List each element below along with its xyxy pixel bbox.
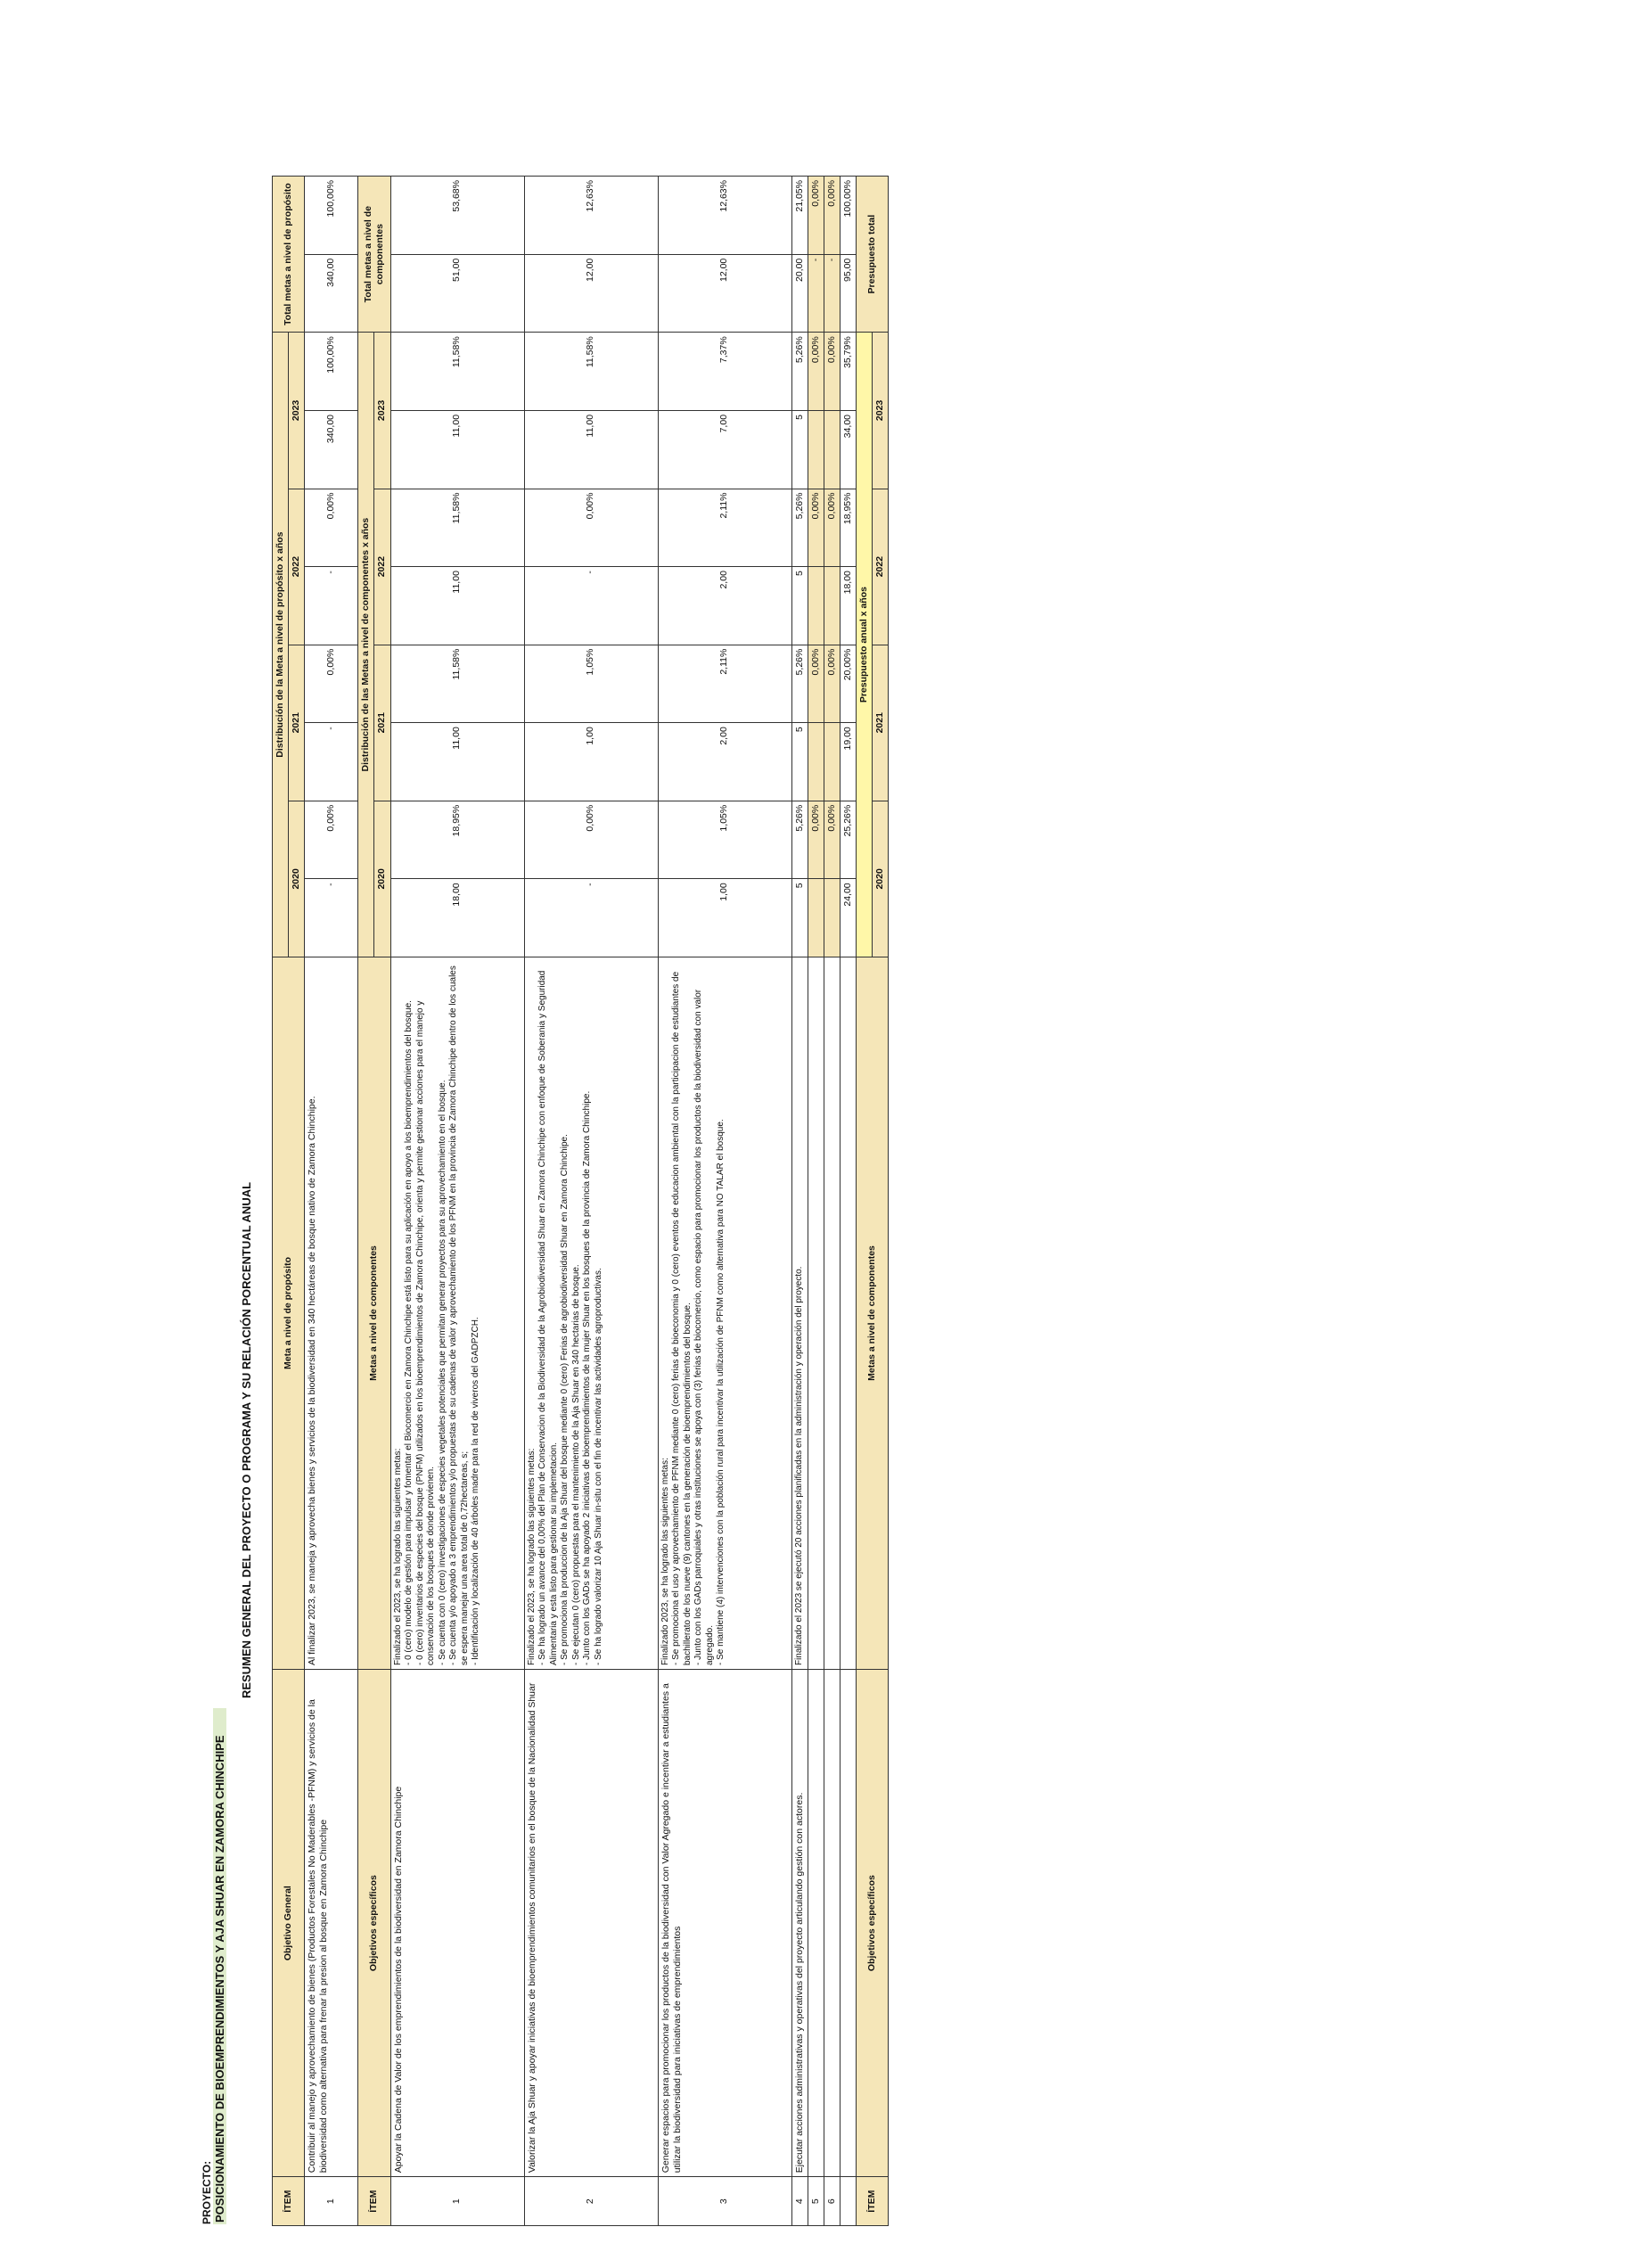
row-total: - xyxy=(808,254,824,333)
row-total: 12,00 xyxy=(658,254,791,333)
t1-col-item: ÍTEM xyxy=(273,2177,305,2226)
row-total-pct: 12,63% xyxy=(658,177,791,255)
row-meta: Finalizado el 2023, se ha logrado las siguientes metas: - 0 (cero) modelo de gestión para impulsar y fomentar el Biocomercio en Zamora Chinchipe está listo para su aplicación en apoyo a los bioemprendimientos del bosque. - 0 (cero) inventarios de especies del bosque (PNFM) utilizados en los bioemprendimientos de Zamora Chinchipe, orienta y permite gestionar acciones para el manejo y conservación de los bosques de donde provienen. - Se cuenta con 0 (cero) investigaciones de especies vegetales potenciales que permitan generar proyectos para su aprovechamiento en el bosque. - Se cuenta y/o apoyado a 3 emprendimientos y/o propuestas de su cadenas de valor y aprovechamiento de los PFNM en la provincia de Zamora Chinchipe dentro de los cuales se espera manejar una area total de 0,72hectareas, s; - Identificación y localización de 40 árboles madre para la red de viveros del GADPZCH. xyxy=(390,957,524,1669)
t1-col-total: Total metas a nivel de propósito xyxy=(273,177,305,333)
row-total-pct: 12,63% xyxy=(524,177,658,255)
footer-presupuesto: Presupuesto anual x años xyxy=(857,333,873,957)
row-p2022: 2,11% xyxy=(658,489,791,567)
row-v2022 xyxy=(824,567,840,645)
row-p2022: 11,58% xyxy=(390,489,524,567)
t1-v2022: - xyxy=(305,567,358,645)
t2-col-total: Total metas a nivel de componentes xyxy=(358,177,390,333)
row-item: 1 xyxy=(390,2177,524,2226)
row-item: 2 xyxy=(524,2177,658,2226)
total-total-pct: 100,00% xyxy=(840,177,856,255)
table-row xyxy=(658,177,791,2226)
row-v2021: 2,00 xyxy=(658,723,791,801)
footer-year-2021: 2021 xyxy=(873,645,889,801)
summary-table xyxy=(272,176,889,2226)
row-p2020: 0,00% xyxy=(824,801,840,879)
footer-year-2022: 2022 xyxy=(873,489,889,645)
row-p2022: 0,00% xyxy=(524,489,658,567)
t2-year-2022: 2022 xyxy=(374,489,390,645)
row-item: 3 xyxy=(658,2177,791,2226)
row-total: 12,00 xyxy=(524,254,658,333)
total-total: 95,00 xyxy=(840,254,856,333)
total-p2022: 18,95% xyxy=(840,489,856,567)
t1-meta: Al finalizar 2023, se maneja y aprovecha bienes y servicios de la biodiversidad en 340 hectáreas de bosque nativo de Zamora Chinchipe. xyxy=(305,957,358,1669)
table-row xyxy=(791,177,808,2226)
t1-p2023: 100,00% xyxy=(305,333,358,411)
row-total-pct: 53,68% xyxy=(390,177,524,255)
row-meta: Finalizado el 2023, se ha logrado las siguientes metas: - Se ha logrado un avance del 0,00% del Plan de Conservacion de la Biodiversidad de la Agrobiodiversidad Shuar en Zamora Chinchipe con enfoque de Soberania y Seguridad Alimentaria y esta listo para gestionar su implemetacion. - Se promociona la produccion de la Aja Shuar del bosque mediante 0 (cero) Ferias de agrobiodiversidad Shuar en Zamora Chinchipe. - Se ejecutan 0 (cero) propuestas para el mantenimiento de la Aja Shuar en 340 hectarias de bosque. - Junto con los GADs se ha apoyado 2 iniciativas de bioemprendimientos de la mujer Shuar en los bosques de la provincia de Zamora Chinchipe. - Se ha logrado valorizar 10 Aja Shuar in-situ con el fin de incentivar las actividades agroproductivas. xyxy=(524,957,658,1669)
row-p2023: 5,26% xyxy=(791,333,808,411)
project-name: POSICIONAMIENTO DE BIOEMPRENDIMIENTOS Y AJA SHUAR EN ZAMORA CHINCHIPE xyxy=(213,1708,226,2224)
row-p2020: 18,95% xyxy=(390,801,524,879)
row-v2020: 1,00 xyxy=(658,879,791,957)
t1-col-dist: Distribución de la Meta a nivel de propósito x años xyxy=(273,333,289,957)
row-p2023: 7,37% xyxy=(658,333,791,411)
row-v2020: 18,00 xyxy=(390,879,524,957)
t1-p2020: 0,00% xyxy=(305,801,358,879)
table-row xyxy=(824,177,840,2226)
t1-v2023: 340,00 xyxy=(305,410,358,489)
table-row xyxy=(524,177,658,2226)
row-p2021: 1,05% xyxy=(524,645,658,723)
total-v2022: 18,00 xyxy=(840,567,856,645)
row-p2020: 1,05% xyxy=(658,801,791,879)
t2-year-2021: 2021 xyxy=(374,645,390,801)
footer-header-row xyxy=(857,177,873,2226)
row-item: 5 xyxy=(808,2177,824,2226)
row-v2020: 5 xyxy=(791,879,808,957)
row-objetivo: Ejecutar acciones administrativas y operativas del proyecto articulando gestión con actores. xyxy=(791,1670,808,2177)
footer-presupuesto-total: Presupuesto total xyxy=(857,177,889,333)
row-p2020: 0,00% xyxy=(524,801,658,879)
row-p2023: 0,00% xyxy=(824,333,840,411)
totals-row xyxy=(840,177,856,2226)
t1-v2020: - xyxy=(305,879,358,957)
footer-item: ÍTEM xyxy=(857,2177,889,2226)
total-p2023: 35,79% xyxy=(840,333,856,411)
footer-year-2023: 2023 xyxy=(873,333,889,489)
t1-item: 1 xyxy=(305,2177,358,2226)
t1-col-objetivo: Objetivo General xyxy=(273,1670,305,2177)
row-objetivo: Apoyar la Cadena de Valor de los emprendimientos de la biodiversidad en Zamora Chinchipe xyxy=(390,1670,524,2177)
table1-row xyxy=(305,177,358,2226)
t2-year-2023: 2023 xyxy=(374,333,390,489)
table-row xyxy=(390,177,524,2226)
row-v2023: 11,00 xyxy=(524,410,658,489)
row-v2022: 5 xyxy=(791,567,808,645)
row-v2021 xyxy=(808,723,824,801)
row-meta xyxy=(808,957,824,1669)
row-objetivo xyxy=(824,1670,840,2177)
row-p2022: 0,00% xyxy=(808,489,824,567)
footer-objetivos: Objetivos específicos xyxy=(857,1670,889,2177)
total-v2023: 34,00 xyxy=(840,410,856,489)
row-v2020: - xyxy=(524,879,658,957)
row-p2021: 2,11% xyxy=(658,645,791,723)
row-meta xyxy=(824,957,840,1669)
row-p2022: 5,26% xyxy=(791,489,808,567)
row-objetivo xyxy=(808,1670,824,2177)
t1-year-2022: 2022 xyxy=(289,489,305,645)
t1-v2021: - xyxy=(305,723,358,801)
footer-metas: Metas a nivel de componentes xyxy=(857,957,889,1669)
row-objetivo: Valorizar la Aja Shuar y apoyar iniciativas de bioemprendimientos comunitarios en el bosque de la Nacionalidad Shuar xyxy=(524,1670,658,2177)
row-p2021: 5,26% xyxy=(791,645,808,723)
t1-col-metas: Meta a nivel de propósito xyxy=(273,957,305,1669)
t1-year-2021: 2021 xyxy=(289,645,305,801)
table-row xyxy=(808,177,824,2226)
row-p2020: 5,26% xyxy=(791,801,808,879)
table2-body xyxy=(390,177,840,2226)
row-v2022: 2,00 xyxy=(658,567,791,645)
t2-col-objetivos: Objetivos específicos xyxy=(358,1670,390,2177)
footer-year-2020: 2020 xyxy=(873,801,889,957)
table1-header-row xyxy=(273,177,289,2226)
t2-year-2020: 2020 xyxy=(374,801,390,957)
row-p2020: 0,00% xyxy=(808,801,824,879)
report-title: RESUMEN GENERAL DEL PROYECTO O PROGRAMA Y SU RELACIÓN PORCENTUAL ANUAL xyxy=(240,1181,253,1698)
table2-header-row xyxy=(358,177,374,2226)
t2-col-metas: Metas a nivel de componentes xyxy=(358,957,390,1669)
row-v2022 xyxy=(808,567,824,645)
row-total-pct: 21,05% xyxy=(791,177,808,255)
t1-year-2023: 2023 xyxy=(289,333,305,489)
row-v2023: 11,00 xyxy=(390,410,524,489)
row-item: 4 xyxy=(791,2177,808,2226)
row-total: 20,00 xyxy=(791,254,808,333)
row-meta: Finalizado el 2023 se ejecutó 20 acciones planificadas en la administración y operación del proyecto. xyxy=(791,957,808,1669)
row-v2023: 7,00 xyxy=(658,410,791,489)
t1-year-2020: 2020 xyxy=(289,801,305,957)
row-total: 51,00 xyxy=(390,254,524,333)
row-p2023: 11,58% xyxy=(524,333,658,411)
row-v2023 xyxy=(824,410,840,489)
t1-p2022: 0,00% xyxy=(305,489,358,567)
row-v2021: 11,00 xyxy=(390,723,524,801)
row-meta: Finalizado 2023, se ha logrado las siguientes metas: - Se promociona el uso y aprovechamiento de PFNM mediante 0 (cero) ferias de bioeconomia y 0 (cero) eventos de educacion ambiental con la participacion de estudiantes de bachillerato de los nueve (9) cantones en la generación de bioemprendimientos del bosque. - Junto con los GADs parroquiales y otras instituciones se apoya con (3) ferias de biocomercio, como espacio para promocionar los productos de la biodiversidad con valor agregado. - Se mantiene (4) intervenciones con la población rural para incentivar la utilización de PFNM como alternativa para NO TALAR el bosque. xyxy=(658,957,791,1669)
total-p2021: 20,00% xyxy=(840,645,856,723)
total-v2020: 24,00 xyxy=(840,879,856,957)
row-objetivo: Generar espacios para promocionar los productos de la biodiversidad con Valor Agregado e incentivar a estudiantes a utilizar la biodiversidad para iniciativas de emprendimientos xyxy=(658,1670,791,2177)
row-item: 6 xyxy=(824,2177,840,2226)
row-v2021: 1,00 xyxy=(524,723,658,801)
t1-total: 340,00 xyxy=(305,254,358,333)
row-total-pct: 0,00% xyxy=(808,177,824,255)
t2-col-item: ÍTEM xyxy=(358,2177,390,2226)
rotated-document-page xyxy=(201,165,1208,2233)
row-v2020 xyxy=(808,879,824,957)
row-p2022: 0,00% xyxy=(824,489,840,567)
row-v2023 xyxy=(808,410,824,489)
row-p2021: 0,00% xyxy=(824,645,840,723)
row-total-pct: 0,00% xyxy=(824,177,840,255)
row-v2022: 11,00 xyxy=(390,567,524,645)
row-v2022: - xyxy=(524,567,658,645)
row-v2020 xyxy=(824,879,840,957)
row-p2021: 0,00% xyxy=(808,645,824,723)
row-v2021 xyxy=(824,723,840,801)
row-total: - xyxy=(824,254,840,333)
total-v2021: 19,00 xyxy=(840,723,856,801)
proyecto-label: PROYECTO: xyxy=(201,2160,213,2224)
row-p2021: 11,58% xyxy=(390,645,524,723)
t2-col-dist: Distribución de las Metas a nivel de componentes x años xyxy=(358,333,374,957)
row-v2023: 5 xyxy=(791,410,808,489)
row-p2023: 11,58% xyxy=(390,333,524,411)
t1-p2021: 0,00% xyxy=(305,645,358,723)
t1-objetivo: Contribuir al manejo y aprovechamiento de bienes (Productos Forestales No Maderables -PFNM) y servicios de la biodiversidad como alternativa para frenar la presion al bosque en Zamora Chinchipe xyxy=(305,1670,358,2177)
t1-total-pct: 100,00% xyxy=(305,177,358,255)
total-p2020: 25,26% xyxy=(840,801,856,879)
row-p2023: 0,00% xyxy=(808,333,824,411)
row-v2021: 5 xyxy=(791,723,808,801)
